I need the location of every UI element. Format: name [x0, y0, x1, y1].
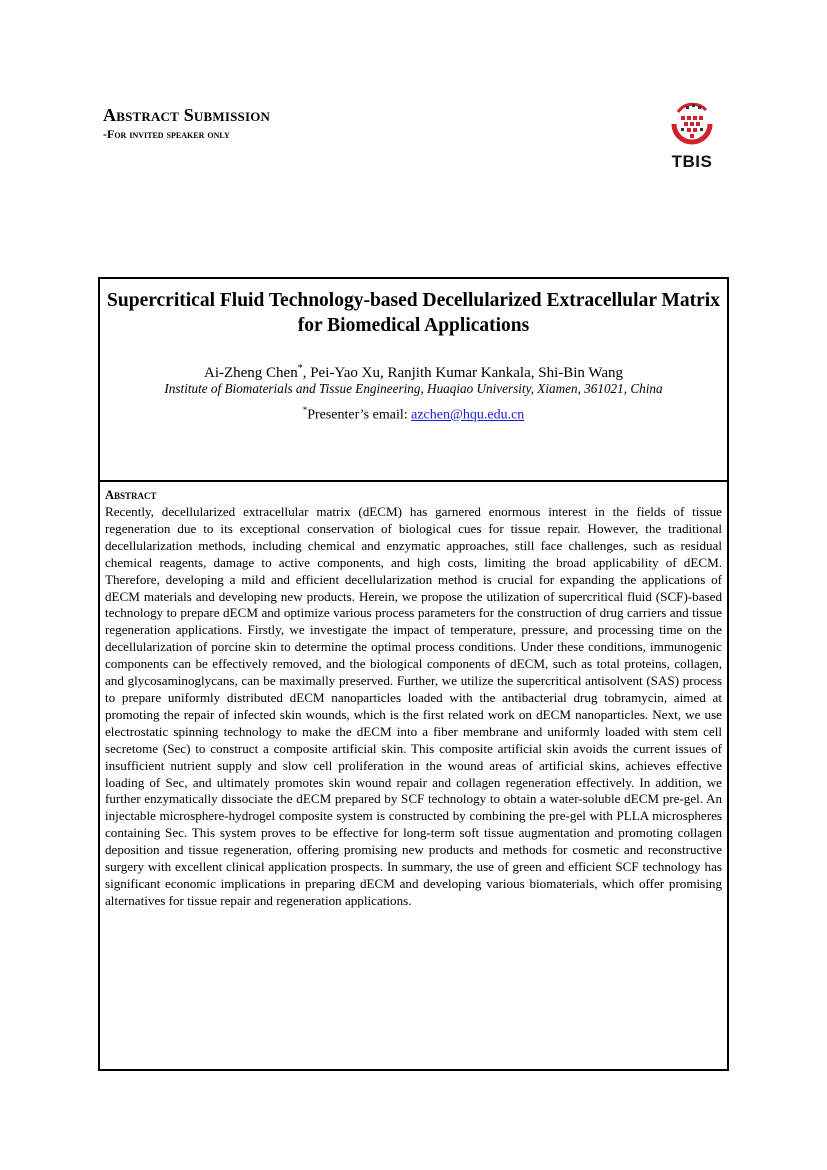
email-link[interactable]: azchen@hqu.edu.cn [411, 407, 525, 423]
authors [100, 360, 727, 382]
abstract-heading: Abstract [105, 488, 157, 502]
paper-title: Supercritical Fluid Technology-based Decellularized Extracellular Matrix for Biomedical Applications [107, 290, 720, 336]
logo-text: TBIS [671, 152, 713, 171]
abstract-body: Recently, decellularized extracellular matrix (dECM) has garnered enormous interest in the fields of tissue regeneration due to its exceptional conservation of biological cues for tissue repair. However, the traditional decellularization methods, including chemical and enzymatic approaches, still face challenges, such as residual chemical reagents, damage to active components, and high costs, limiting the broad applicability of dECM. Therefore, developing a mild and efficient decellularization method is crucial for expanding the applications of dECM materials and developing new products. Herein, we propose the utilization of supercritical fluid (SCF)-based technology to prepare dECM and optimize various process parameters for the construction of drug carriers and tissue regeneration applications. Firstly, we investigate the impact of temperature, pressure, and processing time on the decellularization of porcine skin to determine the optimal process conditions. Under these conditions, immunogenic components can be effectively removed, and the biological components of dECM, such as total proteins, collagen, and glycosaminoglycans, can be maximally preserved. Further, we utilize the supercritical antisolvent (SAS) process to prepare uniformly distributed dECM nanoparticles loaded with the antibacterial drug tobramycin, aimed at promoting the repair of infected skin wounds, which is the first related work on dECM nanoparticles. Next, we use electrostatic spinning technology to make the dECM into a fiber membrane and uniformly loaded with stem cell secretome (Sec) to construct a composite artificial skin. This composite artificial skin avoids the current issues of insufficient nutrient supply and slow cell proliferation in the wound areas of artificial skins, achieves effective loading of Sec, and ultimately promotes skin wound repair and collagen regeneration effectively. In addition, we further enzymatically dissociate the dECM prepared by SCF technology to obtain a water-soluble dECM pre-gel. An injectable microsphere-hydrogel composite system is constructed by combining the pre-gel with PLLA microspheres containing Sec. This system proves to be effective for long-term soft tissue augmentation and promoting collagen deposition and tissue regeneration, offering promising new products and methods for cosmetic and reconstructive surgery with excellent clinical application prospects. In summary, the use of green and efficient SCF technology has significant economic implications in preparing dECM and developing various biomaterials, which offer promising alternatives for tissue repair and regeneration applications. [105, 504, 722, 908]
affiliation: Institute of Biomaterials and Tissue Engineering, Huaqiao University, Xiamen, 361021, China [164, 381, 663, 396]
email-label: Presenter’s email: [307, 407, 412, 423]
submission-title: Abstract Submission [103, 105, 271, 125]
header [103, 104, 270, 141]
email-marker: * [302, 405, 308, 415]
presenter-marker: * [297, 363, 303, 374]
tbis-logo [664, 102, 724, 172]
globe-logo-icon [664, 102, 720, 152]
submission-subtitle: -For invited speaker only [103, 127, 230, 141]
co-authors: , Pei-Yao Xu, Ranjith Kumar Kankala, Shi-Bin Wang [302, 365, 624, 381]
email-line [100, 402, 727, 424]
presenting-author: Ai-Zheng Chen [203, 365, 298, 381]
abstract-box [98, 480, 729, 1071]
title-box [98, 277, 729, 482]
